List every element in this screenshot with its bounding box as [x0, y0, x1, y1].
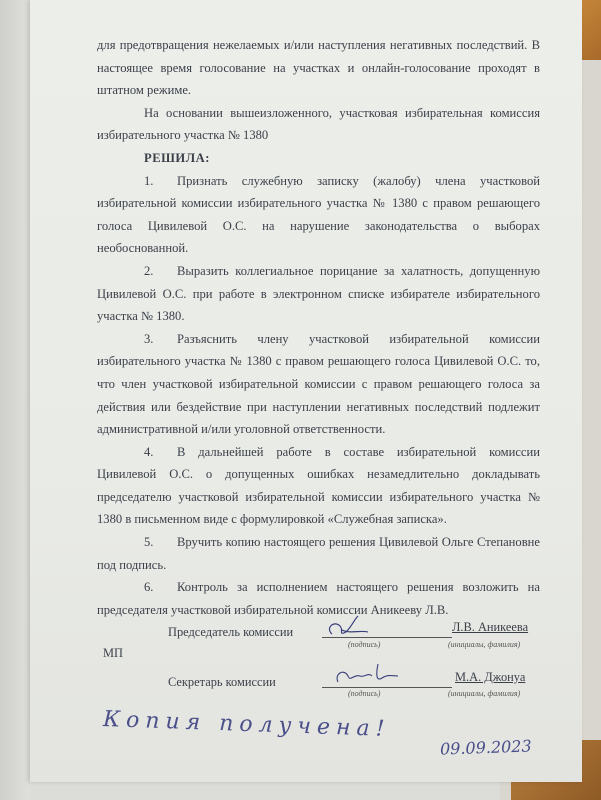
secretary-role: Секретарь комиссии — [168, 675, 276, 689]
stamp-place-label: МП — [103, 646, 123, 660]
chairman-name-caption: (инициалы, фамилия) — [448, 640, 521, 649]
item-number: 2. — [144, 263, 154, 278]
secretary-name: М.А. Джонуа — [455, 670, 526, 684]
decision-item — [97, 531, 540, 576]
item-number: 3. — [144, 331, 154, 346]
handwritten-date: 09.09.2023 — [439, 736, 532, 759]
decision-item — [97, 260, 540, 328]
item-text: Разъяснить члену участковой избирательной комиссии избирательного участка № 1380 с правом решающего голоса Цивилевой О.С. то, что член участковой избирательной комиссии с правом решающего голоса за действия или бездействие при наступлении негативных последствий подлежит административной и/или уголовной ответственности. — [97, 331, 540, 437]
item-text: Вручить копию настоящего решения Цивилевой Ольге Степановне под подпись. — [97, 535, 540, 572]
chairman-role: Председатель комиссии — [168, 625, 294, 639]
decision-item — [97, 576, 540, 621]
item-text: Контроль за исполнением настоящего решения возложить на председателя участковой избирательной комиссии Аникееву Л.В. — [97, 580, 540, 617]
item-text: В дальнейшей работе в составе избирательной комиссии Цивилевой О.С. о допущенных ошибках незамедлительно докладывать председателю участковой избирательной комиссии избирательного участка № 1380 в письменном виде с формулировкой «Служебная записка». — [97, 444, 540, 527]
secretary-name-caption: (инициалы, фамилия) — [448, 689, 521, 698]
item-number: 6. — [144, 580, 154, 595]
paragraph: На основании вышеизложенного, участковая избирательная комиссия избирательного участка № 1380 — [97, 105, 540, 143]
decision-item — [97, 170, 540, 260]
secretary-sign-caption: (подпись) — [348, 689, 381, 698]
decision-item — [97, 328, 540, 441]
chairman-sign-caption: (подпись) — [348, 640, 381, 649]
item-text: Признать служебную записку (жалобу) члена участковой избирательной комиссии избирательного участка № 1380 с правом решающего голоса Цивилевой О.С. на нарушение законодательства о выборах необоснованной. — [97, 173, 540, 256]
item-number: 4. — [144, 444, 154, 459]
decision-heading: РЕШИЛА: — [144, 150, 210, 165]
item-number: 5. — [144, 535, 154, 550]
secretary-signature — [332, 660, 402, 690]
paragraph: для предотвращения нежелаемых и/или наступления негативных последствий. В настоящее время голосование на участках и онлайн-голосование проходят в штатном режиме. — [97, 38, 540, 98]
decision-item — [97, 441, 540, 531]
item-number: 1. — [144, 173, 154, 188]
item-text: Выразить коллегиальное порицание за халатность, допущенную Цивилевой О.С. при работе в электронном списке избирателе избирательного участка № 1380. — [97, 263, 540, 324]
chairman-signature — [320, 612, 380, 642]
chairman-name: Л.В. Аникеева — [452, 620, 529, 634]
document-body — [97, 34, 540, 621]
handwritten-note: Копия получена! — [102, 706, 391, 743]
